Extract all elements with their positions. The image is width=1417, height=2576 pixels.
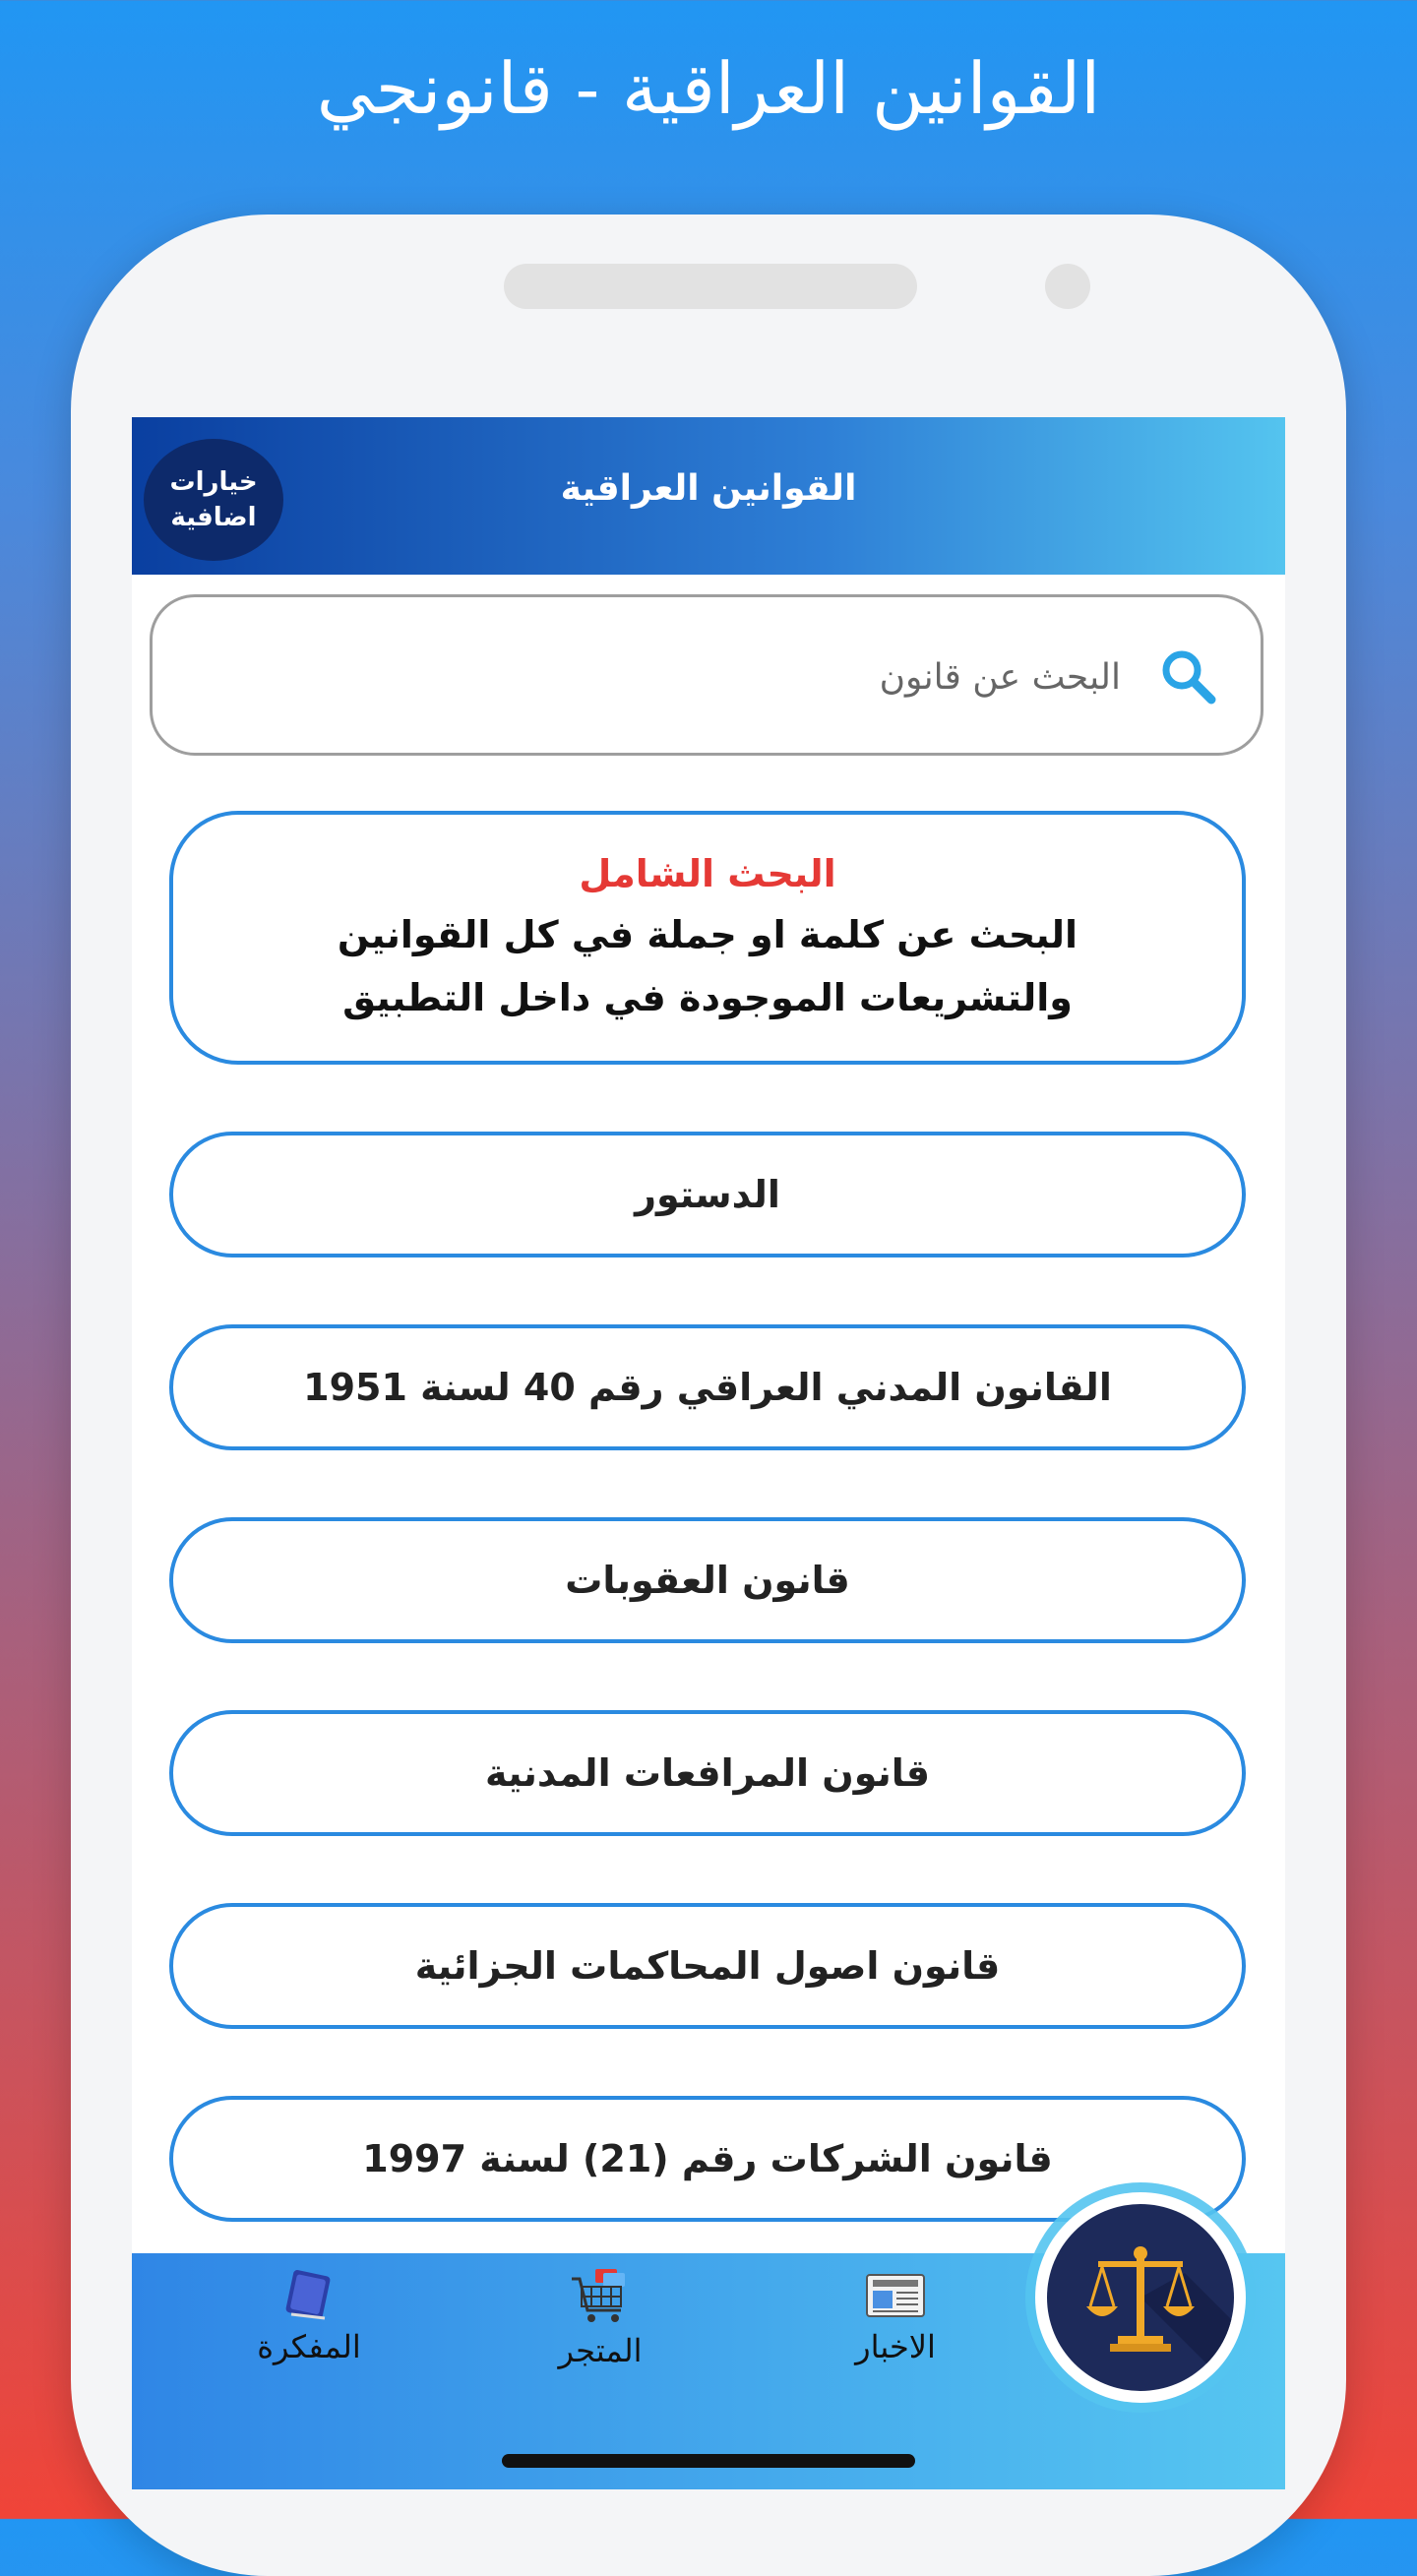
law-button-civil-law[interactable]: القانون المدني العراقي رقم 40 لسنة 1951 <box>169 1324 1246 1450</box>
full-search-description-line1: البحث عن كلمة او جملة في كل القوانين <box>337 913 1078 956</box>
search-icon[interactable] <box>1156 644 1219 707</box>
promo-title: القوانين العراقية - قانونجي <box>316 47 1101 130</box>
search-box[interactable] <box>150 594 1263 756</box>
scales-fab-button[interactable] <box>1047 2204 1234 2391</box>
store-cart-icon <box>566 2267 635 2326</box>
full-search-description <box>173 903 1242 1029</box>
newspaper-icon <box>861 2267 930 2322</box>
nav-label-news: الاخبار <box>855 2328 936 2365</box>
home-indicator[interactable] <box>502 2454 915 2468</box>
more-options-label-line1: خيارات <box>169 467 258 497</box>
nav-item-store[interactable] <box>512 2267 689 2369</box>
app-bar-title: القوانين العراقية <box>560 468 857 509</box>
law-button-penal-code[interactable]: قانون العقوبات <box>169 1517 1246 1643</box>
nav-item-news[interactable] <box>807 2267 984 2365</box>
nav-label-notebook: المفكرة <box>257 2328 361 2365</box>
law-button-criminal-procedure[interactable]: قانون اصول المحاكمات الجزائية <box>169 1903 1246 2029</box>
nav-item-notebook[interactable] <box>220 2267 398 2365</box>
app-bar <box>132 417 1285 575</box>
more-options-label-line2: اضافية <box>170 503 257 532</box>
law-button-civil-procedure[interactable]: قانون المرافعات المدنية <box>169 1710 1246 1836</box>
law-button-constitution[interactable]: الدستور <box>169 1132 1246 1257</box>
more-options-button[interactable] <box>144 439 283 561</box>
scales-of-justice-icon <box>1047 2204 1234 2391</box>
notebook-icon <box>279 2267 339 2322</box>
search-input[interactable] <box>233 637 1123 717</box>
full-search-description-line2: والتشريعات الموجودة في داخل التطبيق <box>342 976 1073 1019</box>
phone-camera <box>1045 264 1090 309</box>
nav-label-store: المتجر <box>558 2332 643 2369</box>
full-search-title: البحث الشامل <box>579 852 836 895</box>
phone-speaker <box>504 264 917 309</box>
full-search-card[interactable] <box>169 811 1246 1065</box>
law-button-companies-law[interactable]: قانون الشركات رقم (21) لسنة 1997 <box>169 2096 1246 2222</box>
app-screen <box>132 417 1285 2489</box>
